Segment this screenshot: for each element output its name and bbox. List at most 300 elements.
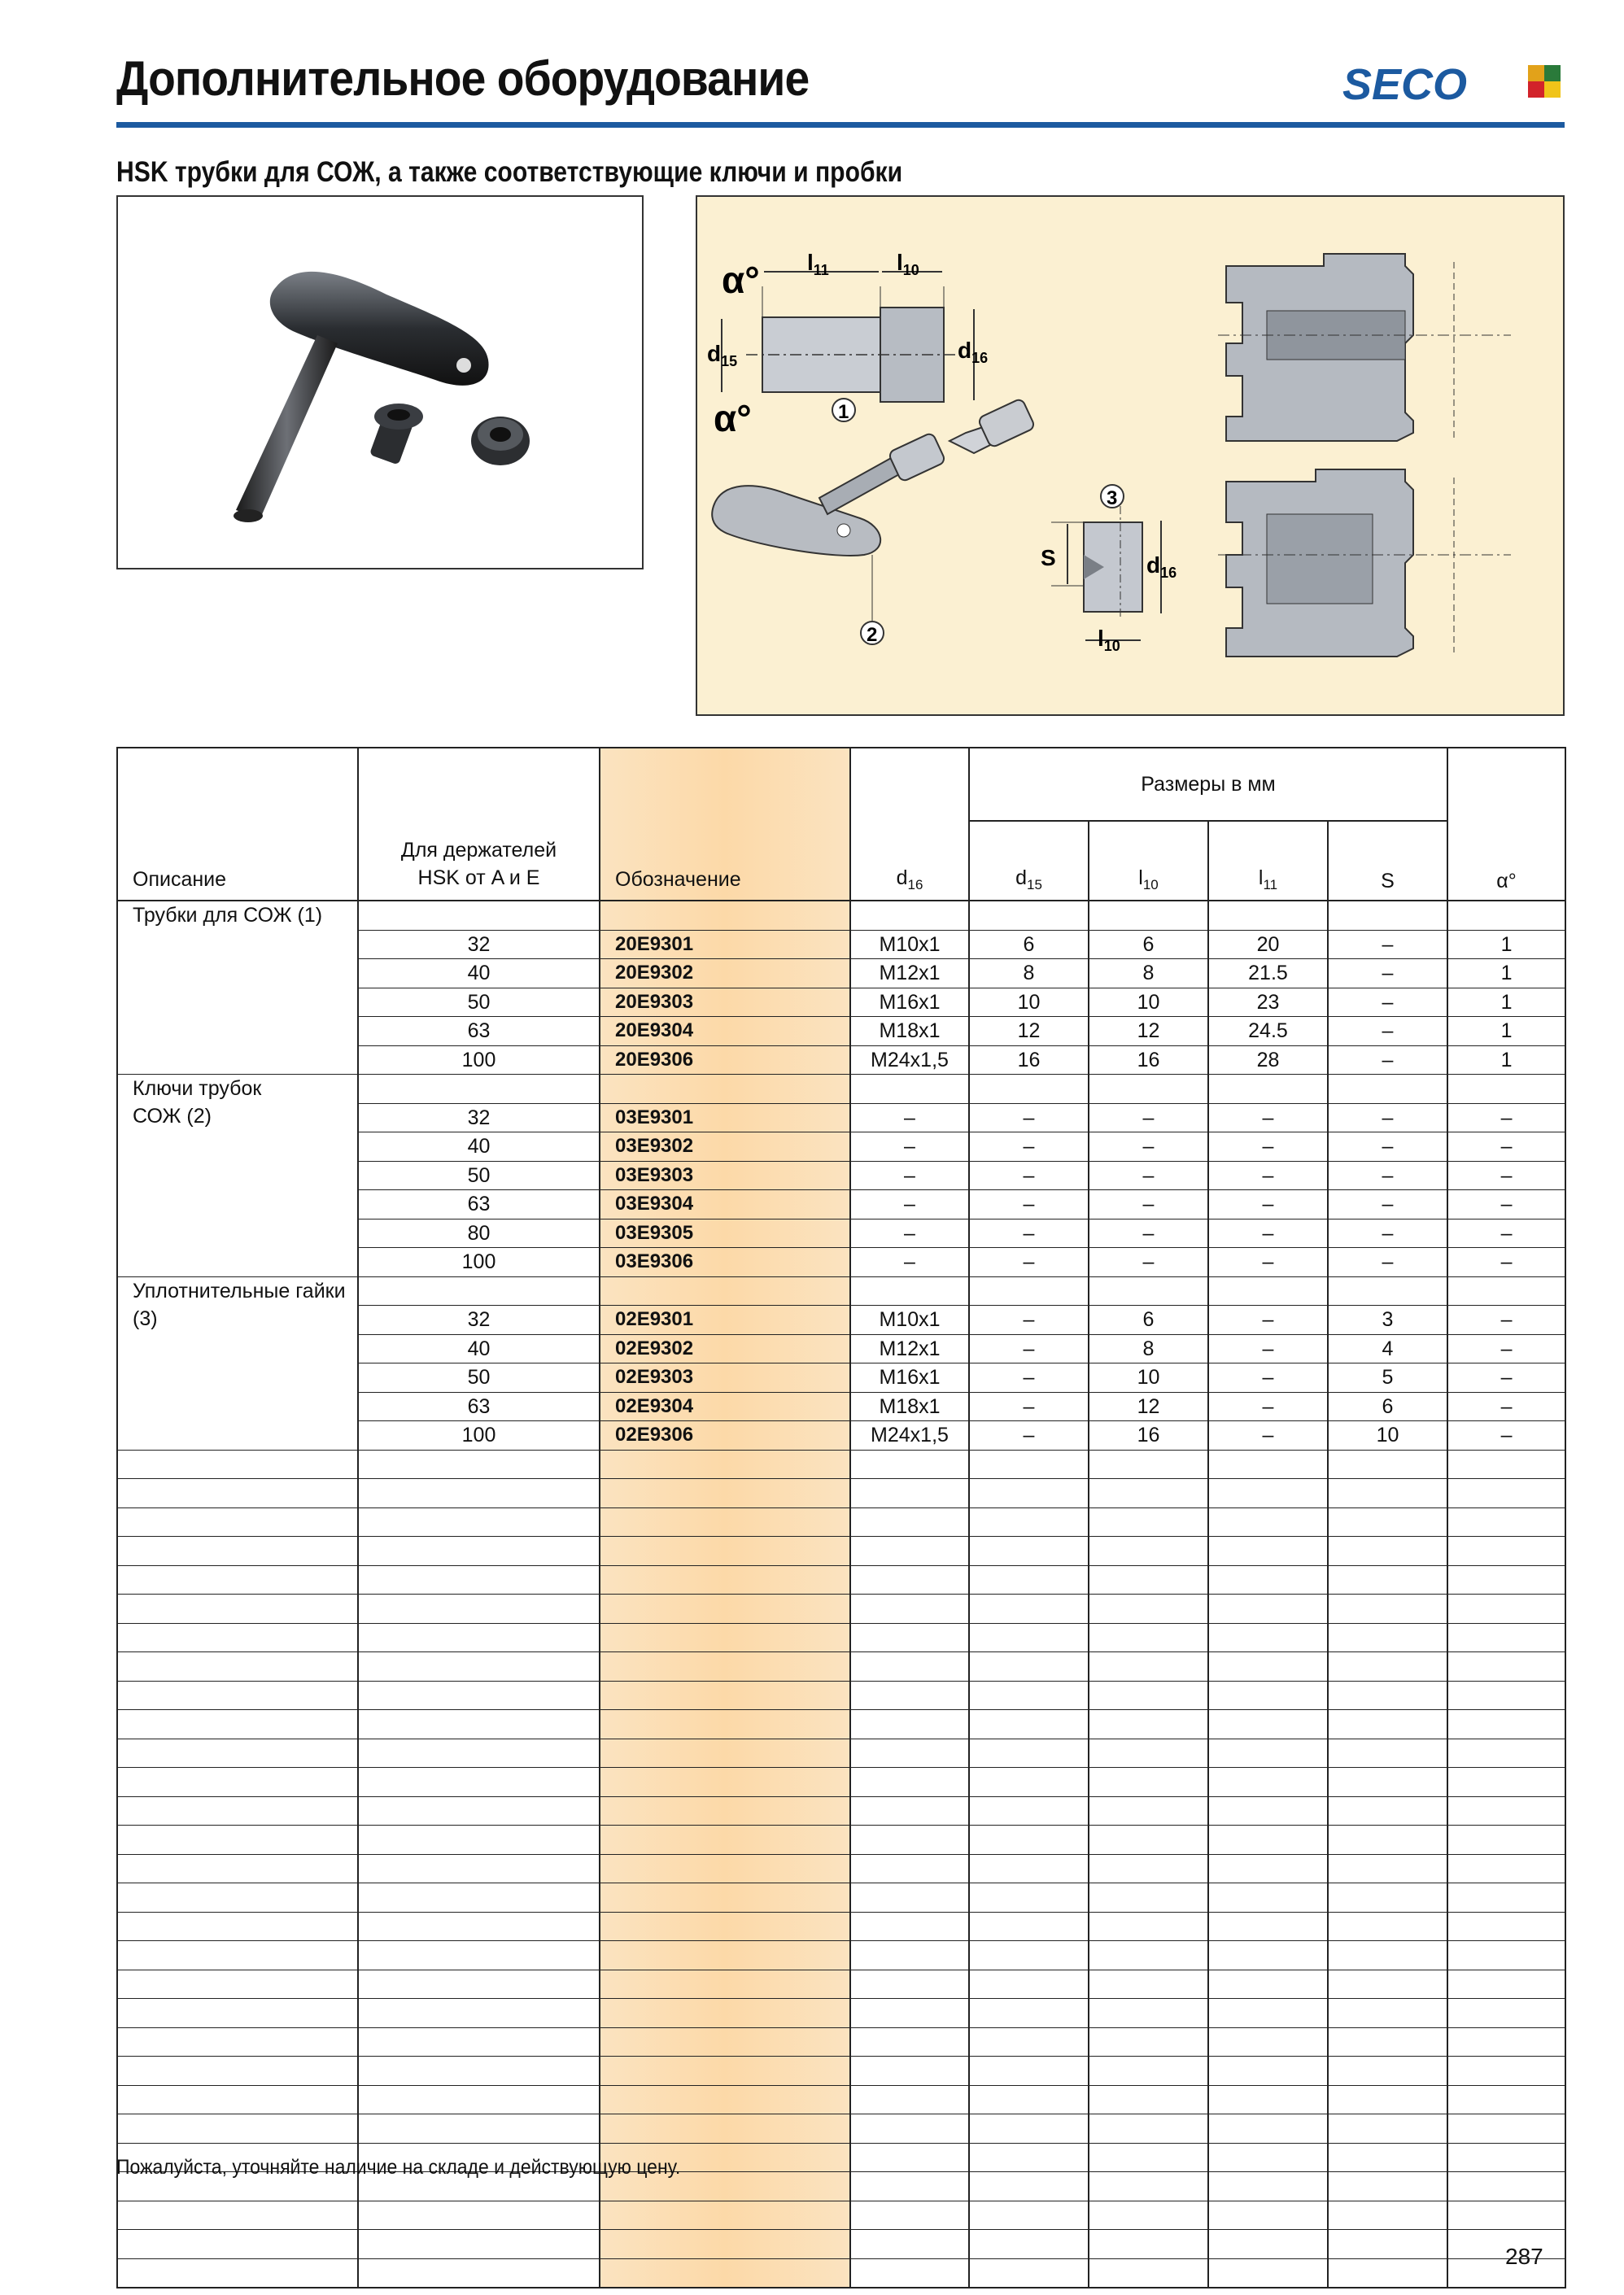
table-cell: 8 (1089, 959, 1208, 988)
holder-section-bottom (1218, 469, 1511, 657)
table-cell-empty (1089, 1623, 1208, 1652)
table-cell-empty (1328, 2230, 1447, 2259)
table-cell-empty (358, 1999, 600, 2028)
table-cell-empty (358, 1652, 600, 1682)
table-cell-empty (600, 1537, 850, 1566)
table-cell-empty (850, 1768, 969, 1797)
table-cell: 20E9302 (600, 959, 850, 988)
table-cell-empty (358, 1941, 600, 1970)
table-cell: – (1447, 1306, 1565, 1335)
table-cell-empty (1089, 1450, 1208, 1479)
table-cell: – (1447, 1190, 1565, 1219)
table-row-empty (117, 1883, 1565, 1913)
header-designation: Обозначение (600, 748, 850, 901)
table-cell-empty (358, 2085, 600, 2114)
table-cell-empty (1447, 1710, 1565, 1739)
table-cell-empty (850, 2143, 969, 2172)
table-cell: 03E9303 (600, 1161, 850, 1190)
table-cell-empty (850, 2057, 969, 2086)
table-cell-empty (1089, 1652, 1208, 1682)
table-cell: – (1447, 1132, 1565, 1162)
table-cell-empty (600, 1796, 850, 1826)
table-cell: – (1208, 1190, 1328, 1219)
table-cell: 10 (1089, 988, 1208, 1017)
table-cell-empty (1208, 1912, 1328, 1941)
table-cell-empty (358, 1681, 600, 1710)
table-cell: 1 (1447, 1045, 1565, 1075)
table-cell-empty (117, 1941, 358, 1970)
table-cell-empty (1447, 1854, 1565, 1883)
table-cell-empty (1447, 1623, 1565, 1652)
table-cell-empty (1328, 1883, 1447, 1913)
table-cell-empty (358, 1479, 600, 1508)
table-row-empty (117, 1710, 1565, 1739)
table-cell-empty (1447, 1565, 1565, 1595)
table-cell-empty (600, 1883, 850, 1913)
table-cell: 32 (358, 930, 600, 959)
table-cell-empty (1328, 2258, 1447, 2288)
table-cell: – (1208, 1132, 1328, 1162)
table-cell: – (1328, 959, 1447, 988)
table-cell: 20E9304 (600, 1017, 850, 1046)
table-cell-empty (1447, 1537, 1565, 1566)
table-cell-empty (850, 2114, 969, 2144)
table-cell: 32 (358, 1306, 600, 1335)
table-cell-empty (1447, 1075, 1565, 1104)
table-cell-empty (1447, 1652, 1565, 1682)
table-row-empty (117, 2057, 1565, 2086)
table-cell: M24x1,5 (850, 1045, 969, 1075)
table-cell-empty (358, 1739, 600, 1768)
table-cell: – (1208, 1421, 1328, 1451)
table-cell-empty (1208, 2027, 1328, 2057)
title-rule (116, 122, 1565, 128)
table-cell-empty (1208, 1479, 1328, 1508)
table-cell: 03E9306 (600, 1248, 850, 1277)
table-cell-empty (1447, 1595, 1565, 1624)
table-cell-empty (358, 1768, 600, 1797)
table-cell: 40 (358, 1132, 600, 1162)
table-cell-empty (1208, 2258, 1328, 2288)
table-cell-empty (850, 1479, 969, 1508)
table-cell: 1 (1447, 930, 1565, 959)
table-cell-empty (850, 1826, 969, 1855)
table-cell-empty (969, 1507, 1089, 1537)
table-cell-empty (850, 2085, 969, 2114)
table-cell: – (969, 1190, 1089, 1219)
table-cell-empty (1328, 2172, 1447, 2201)
table-cell: 40 (358, 959, 600, 988)
table-cell: M16x1 (850, 1363, 969, 1393)
table-row-empty (117, 1999, 1565, 2028)
table-cell-empty (1208, 2114, 1328, 2144)
table-cell-empty (1089, 1941, 1208, 1970)
table-cell-empty (358, 1537, 600, 1566)
table-cell: – (850, 1132, 969, 1162)
table-cell: 63 (358, 1017, 600, 1046)
table-cell: – (1447, 1161, 1565, 1190)
table-cell-empty (600, 2027, 850, 2057)
table-cell-empty (1208, 1075, 1328, 1104)
table-cell-empty (117, 2027, 358, 2057)
parts-table (116, 747, 1565, 2288)
table-cell-empty (358, 2027, 600, 2057)
table-cell-empty (600, 1507, 850, 1537)
table-cell: – (969, 1363, 1089, 1393)
table-cell: 80 (358, 1219, 600, 1248)
table-cell-empty (1447, 2201, 1565, 2230)
table-cell: – (1328, 930, 1447, 959)
table-cell-empty (850, 2201, 969, 2230)
table-cell-empty (117, 1681, 358, 1710)
table-cell-empty (1208, 1507, 1328, 1537)
table-row-empty (117, 2230, 1565, 2259)
table-cell: – (1328, 988, 1447, 1017)
table-cell-empty (1328, 2201, 1447, 2230)
table-cell-empty (850, 1681, 969, 1710)
table-cell-empty (117, 1537, 358, 1566)
table-cell: – (1208, 1363, 1328, 1393)
coolant-tube-drawing (707, 250, 988, 439)
table-cell: 02E9303 (600, 1363, 850, 1393)
page-title: Дополнительное оборудование (116, 51, 810, 106)
table-cell-empty (969, 1537, 1089, 1566)
group-description: Уплотнительные гайки (3) (117, 1276, 358, 1450)
table-cell-empty (1447, 1912, 1565, 1941)
table-cell-empty (969, 1479, 1089, 1508)
table-cell: – (850, 1248, 969, 1277)
table-cell-empty (1328, 2085, 1447, 2114)
table-cell-empty (969, 2143, 1089, 2172)
table-cell-empty (117, 2114, 358, 2144)
table-cell-empty (117, 1710, 358, 1739)
table-cell-empty (1328, 1739, 1447, 1768)
table-cell-empty (969, 1595, 1089, 1624)
table-cell-empty (1208, 2057, 1328, 2086)
table-cell-empty (969, 2201, 1089, 2230)
table-cell-empty (600, 1941, 850, 1970)
table-cell: – (1447, 1392, 1565, 1421)
table-cell-empty (117, 2201, 358, 2230)
table-cell-empty (969, 1652, 1089, 1682)
table-cell-empty (1328, 1595, 1447, 1624)
table-row-spacer (117, 1276, 1565, 1306)
table-cell-empty (117, 1768, 358, 1797)
table-cell-empty (358, 901, 600, 930)
table-cell: M12x1 (850, 959, 969, 988)
table-cell: – (1447, 1103, 1565, 1132)
table-cell-empty (117, 2258, 358, 2288)
table-cell-empty (117, 1739, 358, 1768)
table-cell-empty (850, 1941, 969, 1970)
table-cell: 02E9304 (600, 1392, 850, 1421)
table-cell-empty (1208, 1565, 1328, 1595)
table-cell: – (1208, 1392, 1328, 1421)
header-d16: $d_{16}$ (850, 748, 969, 901)
table-cell-empty (117, 1595, 358, 1624)
table-cell: – (1447, 1421, 1565, 1451)
table-row-empty (117, 1796, 1565, 1826)
table-cell-empty (1328, 1681, 1447, 1710)
table-cell-empty (850, 1710, 969, 1739)
table-cell-empty (969, 1854, 1089, 1883)
header-holder: Для держателей HSK от A и E (358, 748, 600, 901)
table-cell-empty (600, 2114, 850, 2144)
table-cell: 28 (1208, 1045, 1328, 1075)
table-cell-empty (969, 1883, 1089, 1913)
table-cell: – (1208, 1103, 1328, 1132)
table-cell: 03E9305 (600, 1219, 850, 1248)
table-cell-empty (358, 1912, 600, 1941)
table-cell-empty (969, 1739, 1089, 1768)
table-cell-empty (1089, 901, 1208, 930)
svg-text:l11: $l_{11}$ (807, 250, 829, 278)
key-drawing (712, 398, 1035, 646)
table-row-empty (117, 2114, 1565, 2144)
table-cell: 50 (358, 1363, 600, 1393)
table-cell-empty (1328, 1854, 1447, 1883)
table-cell-empty (1089, 1768, 1208, 1797)
svg-text:d16: $d_{16}$ (958, 338, 989, 366)
table-cell: 3 (1328, 1306, 1447, 1335)
table-cell-empty (850, 1276, 969, 1306)
stock-note: Пожалуйста, уточняйте наличие на складе и действующую цену. (116, 2156, 681, 2179)
header-l11: $l_{11}$ (1208, 821, 1328, 901)
table-cell-empty (1089, 1999, 1208, 2028)
table-cell-empty (850, 1075, 969, 1104)
table-cell: 12 (1089, 1392, 1208, 1421)
table-cell-empty (1328, 2114, 1447, 2144)
table-cell-empty (1328, 1652, 1447, 1682)
table-cell-empty (969, 1826, 1089, 1855)
table-cell-empty (1208, 1710, 1328, 1739)
table-cell-empty (1208, 1826, 1328, 1855)
header-alpha: α° (1447, 748, 1565, 901)
table-cell-empty (1328, 1912, 1447, 1941)
table-cell: 23 (1208, 988, 1328, 1017)
group-description: Трубки для СОЖ (1) (117, 901, 358, 1075)
table-cell-empty (1089, 2258, 1208, 2288)
callout-2: 2 (867, 624, 878, 646)
table-cell-empty (600, 1479, 850, 1508)
table-row-spacer (117, 901, 1565, 930)
table-cell-empty (1089, 1565, 1208, 1595)
table-cell: M10x1 (850, 1306, 969, 1335)
section-subtitle: HSK трубки для СОЖ, а также соответствующие ключи и пробки (116, 156, 903, 188)
table-cell-empty (1089, 1595, 1208, 1624)
table-cell-empty (969, 1681, 1089, 1710)
table-cell-empty (1447, 1450, 1565, 1479)
table-cell-empty (117, 1999, 358, 2028)
callout-1: 1 (838, 401, 849, 423)
table-cell: 20E9303 (600, 988, 850, 1017)
table-cell-empty (1089, 1970, 1208, 1999)
table-cell-empty (1447, 1999, 1565, 2028)
table-cell: – (1089, 1190, 1208, 1219)
table-cell-empty (1208, 2201, 1328, 2230)
table-cell-empty (969, 2027, 1089, 2057)
alpha-label-bottom: α° (714, 397, 752, 439)
table-cell-empty (600, 2230, 850, 2259)
table-cell-empty (969, 1710, 1089, 1739)
table-cell-empty (1447, 1681, 1565, 1710)
table-cell-empty (1328, 2027, 1447, 2057)
table-cell-empty (969, 1941, 1089, 1970)
svg-text:d15: $d_{15}$ (707, 341, 738, 369)
table-row-empty (117, 1912, 1565, 1941)
table-row-empty (117, 1507, 1565, 1537)
table-cell-empty (600, 901, 850, 930)
table-cell: – (1208, 1334, 1328, 1363)
table-cell-empty (1089, 2230, 1208, 2259)
table-cell-empty (1328, 1941, 1447, 1970)
table-row-empty (117, 1450, 1565, 1479)
table-cell-empty (1328, 2143, 1447, 2172)
table-cell-empty (1447, 1970, 1565, 1999)
table-cell-empty (1208, 1883, 1328, 1913)
header-s: S (1328, 821, 1447, 901)
table-cell-empty (117, 1479, 358, 1508)
table-cell-empty (600, 1999, 850, 2028)
table-cell-empty (1447, 2114, 1565, 2144)
table-cell-empty (600, 1854, 850, 1883)
table-cell: 20 (1208, 930, 1328, 959)
table-cell-empty (1447, 901, 1565, 930)
table-cell-empty (117, 1912, 358, 1941)
table-cell-empty (1208, 1796, 1328, 1826)
table-cell: 12 (1089, 1017, 1208, 1046)
table-cell-empty (1208, 1941, 1328, 1970)
table-cell-empty (1447, 2172, 1565, 2201)
table-cell-empty (358, 1075, 600, 1104)
table-cell-empty (600, 1652, 850, 1682)
table-cell-empty (1089, 2085, 1208, 2114)
table-cell: – (969, 1392, 1089, 1421)
table-cell-empty (358, 1710, 600, 1739)
table-cell-empty (1328, 2057, 1447, 2086)
table-cell-empty (1447, 1826, 1565, 1855)
product-photo (116, 195, 644, 569)
nut-drawing (1041, 485, 1177, 654)
header-dimensions-group: Размеры в мм (969, 748, 1447, 821)
table-cell-empty (600, 1623, 850, 1652)
table-cell: – (1089, 1248, 1208, 1277)
table-cell: 1 (1447, 988, 1565, 1017)
table-cell: M16x1 (850, 988, 969, 1017)
table-cell-empty (1208, 2085, 1328, 2114)
table-cell-empty (1089, 1796, 1208, 1826)
table-cell: 24.5 (1208, 1017, 1328, 1046)
table-cell: – (1447, 1334, 1565, 1363)
table-cell: 6 (1328, 1392, 1447, 1421)
table-cell-empty (969, 1768, 1089, 1797)
table-cell: M18x1 (850, 1392, 969, 1421)
table-cell-empty (358, 1826, 600, 1855)
table-cell-empty (1328, 1450, 1447, 1479)
table-cell-empty (969, 2258, 1089, 2288)
table-cell-empty (358, 1565, 600, 1595)
table-cell-empty (850, 2258, 969, 2288)
table-cell: – (1447, 1363, 1565, 1393)
table-cell: – (1328, 1103, 1447, 1132)
table-row-empty (117, 2258, 1565, 2288)
table-cell-empty (1328, 1796, 1447, 1826)
table-cell-empty (850, 1883, 969, 1913)
table-cell: 02E9306 (600, 1421, 850, 1451)
table-cell-empty (1328, 1537, 1447, 1566)
table-cell: 10 (1328, 1421, 1447, 1451)
table-cell-empty (969, 1450, 1089, 1479)
table-cell-empty (1089, 1507, 1208, 1537)
table-cell: 8 (969, 959, 1089, 988)
table-cell-empty (117, 1854, 358, 1883)
table-cell-empty (850, 1912, 969, 1941)
table-cell-empty (969, 1999, 1089, 2028)
table-cell: – (969, 1421, 1089, 1451)
table-cell-empty (600, 1565, 850, 1595)
table-cell-empty (850, 2027, 969, 2057)
table-row-empty (117, 1854, 1565, 1883)
table-cell-empty (600, 1075, 850, 1104)
table-cell-empty (850, 2230, 969, 2259)
header-description: Описание (117, 748, 358, 901)
table-cell-empty (969, 1970, 1089, 1999)
table-cell-empty (1328, 1479, 1447, 1508)
table-cell: 20E9301 (600, 930, 850, 959)
table-cell-empty (850, 1507, 969, 1537)
table-cell-empty (1208, 1595, 1328, 1624)
table-cell: 100 (358, 1045, 600, 1075)
table-cell-empty (1208, 1999, 1328, 2028)
table-cell-empty (1208, 1652, 1328, 1682)
table-cell-empty (600, 1450, 850, 1479)
table-cell-empty (117, 1565, 358, 1595)
table-cell-empty (117, 1883, 358, 1913)
table-cell-empty (117, 1826, 358, 1855)
table-cell: 03E9302 (600, 1132, 850, 1162)
table-cell-empty (1089, 1883, 1208, 1913)
table-cell: 1 (1447, 959, 1565, 988)
table-cell-empty (850, 1652, 969, 1682)
table-cell-empty (1208, 1537, 1328, 1566)
table-cell-empty (1208, 1768, 1328, 1797)
table-cell-empty (1328, 901, 1447, 930)
table-cell: – (969, 1248, 1089, 1277)
table-cell: 02E9301 (600, 1306, 850, 1335)
table-cell-empty (358, 2057, 600, 2086)
table-row-empty (117, 1479, 1565, 1508)
table-cell: 1 (1447, 1017, 1565, 1046)
table-cell: 5 (1328, 1363, 1447, 1393)
table-cell-empty (1447, 1796, 1565, 1826)
table-cell-empty (358, 1595, 600, 1624)
table-cell: 03E9304 (600, 1190, 850, 1219)
table-cell-empty (1208, 2143, 1328, 2172)
header-l10: $l_{10}$ (1089, 821, 1208, 901)
table-row-empty (117, 1595, 1565, 1624)
table-cell: 6 (969, 930, 1089, 959)
table-cell-empty (1089, 1739, 1208, 1768)
table-cell-empty (1447, 1276, 1565, 1306)
alpha-label-top: α° (722, 259, 760, 301)
svg-text:l10: $l_{10}$ (897, 250, 919, 278)
table-cell-empty (1328, 1768, 1447, 1797)
table-cell-empty (1208, 1681, 1328, 1710)
table-cell-empty (969, 1796, 1089, 1826)
table-row-spacer (117, 1075, 1565, 1104)
table-cell-empty (1447, 1883, 1565, 1913)
table-cell-empty (969, 1623, 1089, 1652)
